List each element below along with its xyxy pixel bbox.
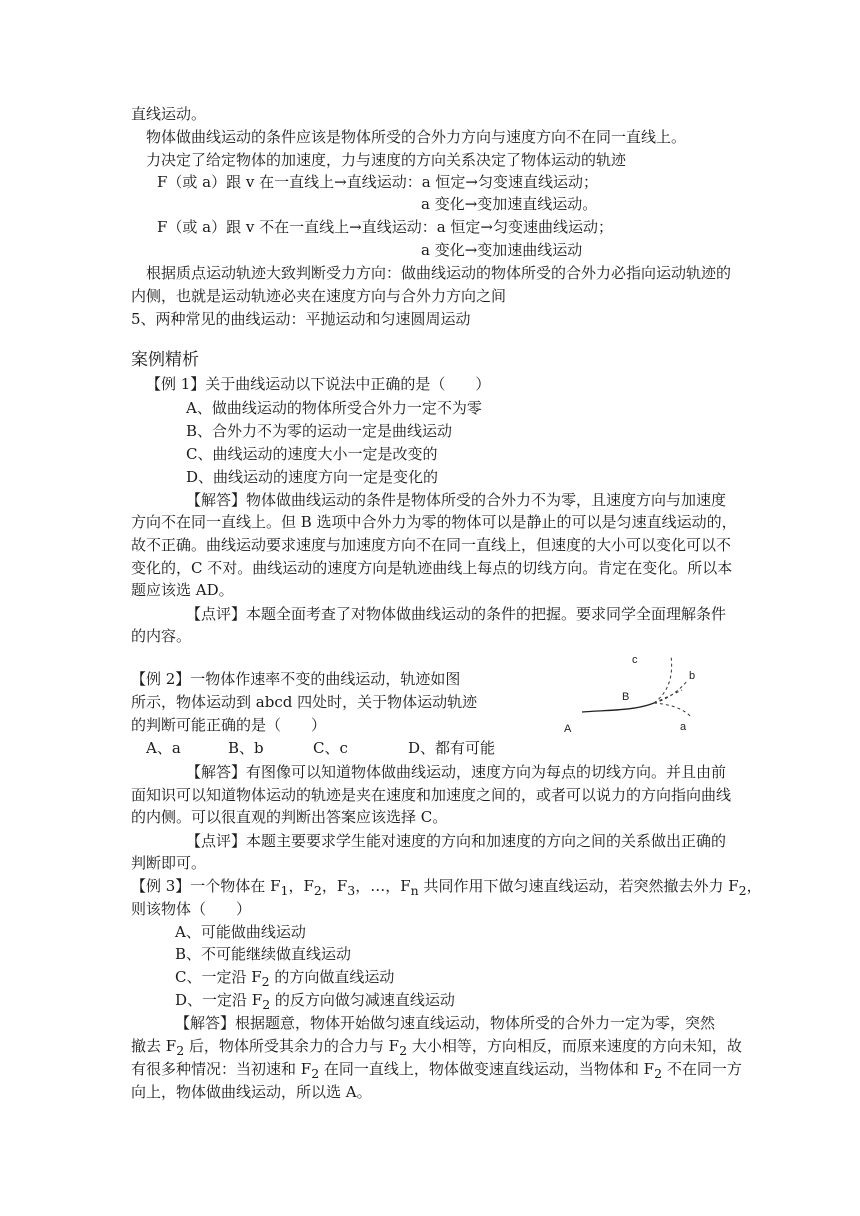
subscript: 2: [738, 883, 747, 898]
subscript: n: [410, 883, 419, 898]
answer-text: 不在同一方: [662, 1060, 742, 1078]
subscript: 2: [654, 1066, 663, 1081]
example3-question-line: 则该物体（ ）: [131, 900, 252, 918]
example2-comment-line: 【点评】本题主要要求学生能对速度的方向和加速度的方向之间的关系做出正确的: [186, 832, 727, 850]
figure-label-c: c: [632, 654, 638, 666]
figure-label-A: A: [564, 723, 572, 735]
subscript: 2: [313, 883, 322, 898]
subscript: 1: [280, 883, 289, 898]
example3-question-text: 【例 3】一个物体在 F: [131, 877, 281, 895]
example2-answer-line: 【解答】有图像可以知道物体做曲线运动，速度方向为每点的切线方向。并且由前: [186, 763, 727, 781]
intro-line-8: 根据质点运动轨迹大致判断受力方向：做曲线运动的物体所受的合外力必指向运动轨迹的: [146, 264, 732, 282]
example2-question-line: 【例 2】一物体作速率不变的曲线运动，轨迹如图: [131, 670, 461, 688]
example1-answer-line: 变化的，C 不对。曲线运动的速度方向是轨迹曲线上每点的切线方向。肯定在变化。所以本: [131, 559, 733, 577]
intro-line-1: 直线运动。: [131, 105, 207, 123]
option-text: 的反方向做匀减速直线运动: [270, 991, 455, 1009]
subscript: 2: [262, 997, 271, 1012]
example2-option-b: B、b: [228, 739, 264, 757]
example3-question-text: ，F: [288, 877, 314, 895]
example3-question-text: 共同作用下做匀速直线运动，若突然撤去外力 F: [418, 877, 739, 895]
example1-option-a: A、做曲线运动的物体所受合外力一定不为零: [186, 399, 482, 417]
example2-comment-line: 判断即可。: [131, 854, 207, 872]
example1-option-c: C、曲线运动的速度大小一定是改变的: [186, 445, 438, 463]
example2-answer-line: 面知识可以知道物体运动的轨迹是夹在速度和加速度之间的，或者可以说力的方向指向曲线: [131, 786, 732, 804]
example2-option-d: D、都有可能: [408, 739, 496, 757]
example3-question-text: ，…，F: [355, 877, 411, 895]
answer-text: 在同一直线上，物体做变速直线运动，当物体和 F: [319, 1060, 655, 1078]
section-title: 案例精析: [131, 350, 199, 370]
example3-question-text: ，: [746, 877, 762, 895]
example1-comment-line: 的内容。: [131, 627, 192, 645]
figure-label-B: B: [622, 691, 630, 703]
subscript: 2: [261, 974, 270, 989]
example2-answer-line: 的内侧。可以很直观的判断出答案应该选择 C。: [131, 808, 448, 826]
subscript: 2: [399, 1043, 408, 1058]
example3-option-b: B、不可能继续做直线运动: [175, 945, 352, 963]
example2-question-line: 的判断可能正确的是（ ）: [131, 716, 327, 734]
example1-question: 【例 1】关于曲线运动以下说法中正确的是（ ）: [146, 375, 491, 393]
option-text: C、一定沿 F: [175, 968, 262, 986]
example1-answer-line: 方向不在同一直线上。但 B 选项中合外力为零的物体可以是静止的可以是匀速直线运动的，: [131, 513, 737, 531]
example1-answer-line: 【解答】物体做曲线运动的条件是物体所受的合外力不为零，且速度方向与加速度: [186, 491, 727, 509]
intro-line-2: 物体做曲线运动的条件应该是物体所受的合外力方向与速度方向不在同一直线上。: [146, 128, 687, 146]
intro-line-3: 力决定了给定物体的加速度，力与速度的方向关系决定了物体运动的轨迹: [146, 151, 627, 169]
answer-text: 撤去 F: [131, 1037, 177, 1055]
example2-option-c: C、c: [313, 739, 348, 757]
subscript: 2: [311, 1066, 320, 1081]
example3-answer-line: 【解答】根据题意，物体开始做匀速直线运动，物体所受的合外力一定为零，突然: [175, 1014, 716, 1032]
example2-option-a: A、a: [146, 739, 181, 757]
example1-answer-line: 题应该选 AD。: [131, 581, 234, 599]
example1-comment-line: 【点评】本题全面考查了对物体做曲线运动的条件的把握。要求同学全面理解条件: [186, 605, 727, 623]
answer-text: 有很多种情况：当初速和 F: [131, 1060, 312, 1078]
intro-line-7: a 变化→变加速曲线运动: [421, 241, 583, 259]
intro-line-10: 5、两种常见的曲线运动：平抛运动和匀速圆周运动: [131, 310, 471, 328]
example3-question-text: ，F: [321, 877, 348, 895]
example1-option-d: D、曲线运动的速度方向一定是变化的: [186, 468, 439, 486]
option-text: 的方向做直线运动: [269, 968, 395, 986]
intro-line-5: a 变化→变加速直线运动。: [421, 195, 598, 213]
answer-text: 后，物体所受其余力的合力与 F: [184, 1037, 400, 1055]
intro-line-6: F（或 a）跟 v 不在一直线上→直线运动：a 恒定→匀变速曲线运动；: [157, 218, 613, 236]
example1-option-b: B、合外力不为零的运动一定是曲线运动: [186, 422, 453, 440]
trajectory-figure: [558, 648, 723, 740]
intro-line-9: 内侧，也就是运动轨迹必夹在速度方向与合外力方向之间: [131, 287, 507, 305]
answer-text: 大小相等，方向相反，而原来速度的方向未知，故: [407, 1037, 742, 1055]
example3-option-a: A、可能做曲线运动: [175, 923, 306, 941]
figure-label-a: a: [680, 721, 687, 733]
subscript: 2: [176, 1043, 185, 1058]
option-text: D、一定沿 F: [175, 991, 263, 1009]
example3-answer-line: 向上，物体做曲线运动，所以选 A。: [131, 1083, 372, 1101]
subscript: 3: [347, 883, 356, 898]
example2-question-line: 所示，物体运动到 abcd 四处时，关于物体运动轨迹: [131, 693, 478, 711]
figure-label-b: b: [689, 670, 696, 682]
intro-line-4: F（或 a）跟 v 在一直线上→直线运动：a 恒定→匀变速直线运动；: [157, 173, 598, 191]
example1-answer-line: 故不正确。曲线运动要求速度与加速度方向不在同一直线上，但速度的大小可以变化可以不: [131, 536, 732, 554]
